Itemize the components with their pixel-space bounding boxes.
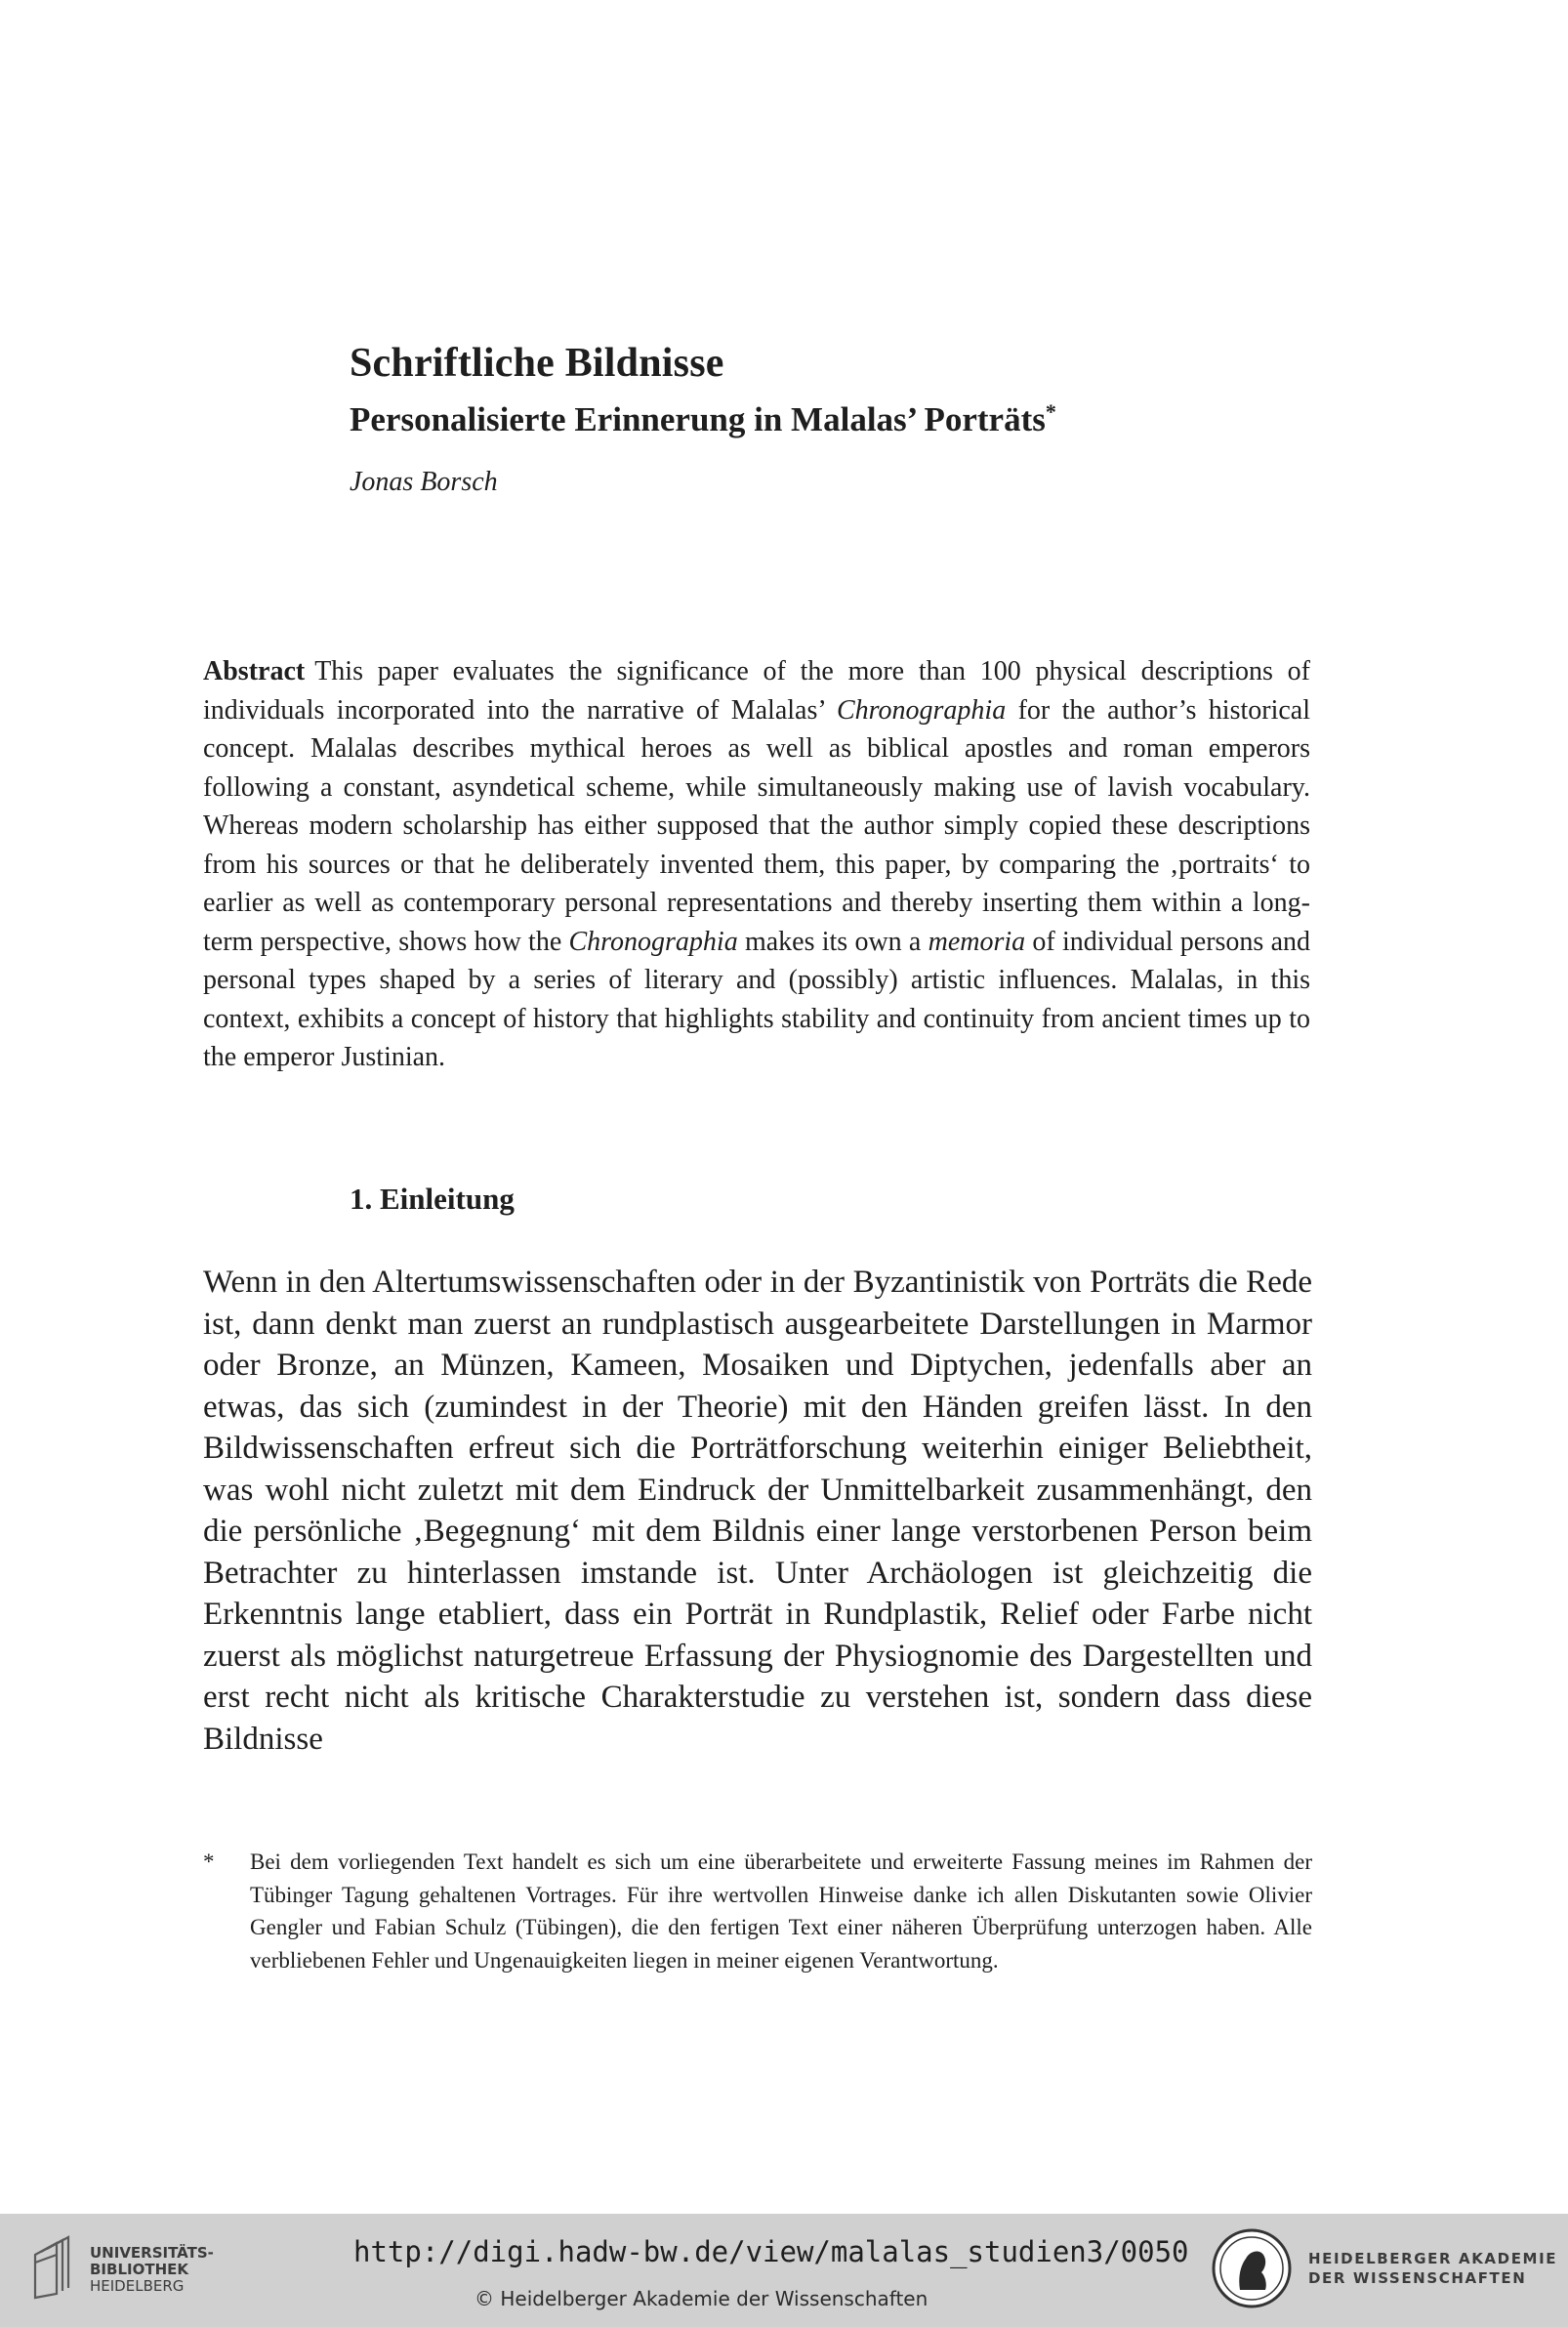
library-name-line-2: BIBLIOTHEK: [90, 2261, 188, 2278]
abstract-text-2: for the author’s historical concept. Malalas describes mythical heroes as well as biblical apostles and roman emperors following a constant, asyndetical scheme, while simultaneously making use of lavish vocabulary. Whereas modern scholarship has either supposed that the author simply copied these descriptions from his sources or that he deliberately invented them, this paper, by comparing the ‚portraits‘ to earlier as well as contemporary personal representations and thereby inserting them within a long-term perspective, shows how the: [203, 694, 1310, 957]
academy-seal-icon: [1211, 2227, 1293, 2309]
abstract-italic-3: memoria: [928, 926, 1026, 957]
library-name-line-3: HEIDELBERG: [90, 2277, 185, 2295]
abstract-label: Abstract: [203, 656, 306, 686]
library-book-stack-icon: [29, 2233, 82, 2302]
article-subtitle: [350, 400, 1056, 439]
section-body: Wenn in den Altertumswissenschaften oder in der Byzantinistik von Porträts die Rede ist, dann denkt man zuerst an rundplastisch ausgearbeitete Darstellungen in Marmor oder Bronze, an Münzen, Kameen, Mosaiken und Diptychen, jedenfalls aber an etwas, das sich (zumindest in der Theorie) mit den Händen greifen lässt. In den Bildwissenschaften erfreut sich die Porträtforschung weiterhin einiger Beliebtheit, was wohl nicht zuletzt mit dem Eindruck der Unmittelbarkeit zusammenhängt, den die persönliche ‚Begegnung‘ mit dem Bildnis einer lange verstorbenen Person beim Betrachter zu hinterlassen imstande ist. Unter Archäologen ist gleichzeitig die Erkenntnis lange etabliert, dass ein Porträt in Rundplastik, Relief oder Farbe nicht zuerst als möglichst naturgetreue Erfassung der Physiognomie des Dargestellten und erst recht nicht als kritische Charakterstudie zu verstehen ist, sondern dass diese Bildnisse: [203, 1265, 1312, 1757]
footnote-mark: *: [203, 1849, 215, 1874]
abstract-text-4: of individual persons and personal types shaped by a series of literary and (possibly) artistic influences. Malalas, in this context, exhibits a concept of history that highlights stability and continuity from ancient times up to the emperor Justinian.: [203, 926, 1310, 1072]
footnote-text: Bei dem vorliegenden Text handelt es sich um eine überarbeitete und erweiterte Fassung meines im Rahmen der Tübinger Tagung gehaltenen Vortrages. Für ihre wertvollen Hinweise danke ich allen Diskutanten sowie Olivier Gengler und Fabian Schulz (Tübingen), die den fertigen Text einer näheren Überprüfung unterzogen haben. Alle verbliebenen Fehler und Ungenauigkeiten liegen in meiner eigenen Verantwortung.: [250, 1849, 1312, 1973]
footnote: [203, 1846, 1312, 1976]
abstract-italic-2: Chronographia: [568, 926, 738, 957]
footer-bar: [0, 2214, 1568, 2327]
academy-name-line-2: DER WISSENSCHAFTEN: [1308, 2269, 1527, 2287]
academy-name: [1308, 2249, 1557, 2288]
copyright-notice: © Heidelberger Akademie der Wissenschaften: [475, 2287, 928, 2310]
library-name: [90, 2245, 214, 2295]
article-title: Schriftliche Bildnisse: [350, 341, 724, 386]
abstract-italic-1: Chronographia: [837, 694, 1007, 726]
library-name-line-1: UNIVERSITÄTS-: [90, 2244, 214, 2262]
abstract: [203, 652, 1310, 1077]
subtitle-footnote-mark: *: [1045, 399, 1056, 424]
abstract-text-3: makes its own a: [737, 926, 928, 957]
section-heading: 1. Einleitung: [350, 1182, 515, 1216]
article-author: Jonas Borsch: [350, 467, 498, 497]
abstract-text-1: This paper evaluates the significance of the more than 100 physical descriptions of individuals incorporated into the narrative of Malalas’: [203, 656, 1310, 726]
source-url[interactable]: http://digi.hadw-bw.de/view/malalas_studien3/0050: [353, 2235, 1189, 2268]
academy-name-line-1: HEIDELBERGER AKADEMIE: [1308, 2250, 1558, 2267]
subtitle-text: Personalisierte Erinnerung in Malalas’ Porträts: [350, 400, 1046, 438]
